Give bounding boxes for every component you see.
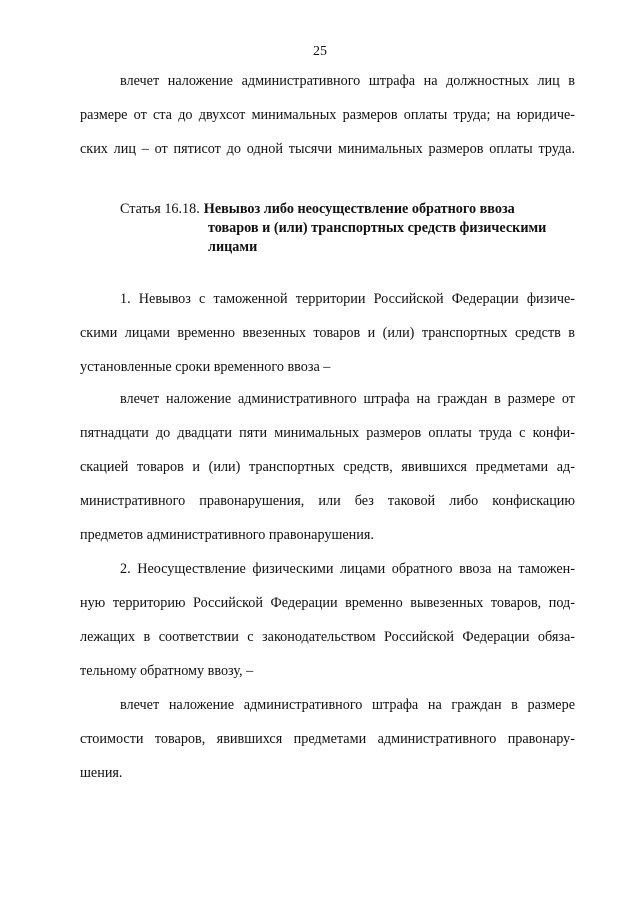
paragraph-line: влечет наложение административного штрафа на граждан в размере: [120, 697, 575, 713]
penalty-1-paragraph: [80, 382, 575, 552]
article-number: Статья 16.18.: [120, 201, 200, 217]
penalty-2-paragraph: [80, 688, 575, 790]
paragraph-line: пятнадцати до двадцати пяти минимальных размеров оплаты труда с конфи-: [80, 425, 575, 441]
paragraph-line: ских лиц – от пятисот до одной тысячи минимальных размеров оплаты труда.: [80, 141, 575, 157]
paragraph-line: стоимости товаров, явившихся предметами административного правонару-: [80, 731, 575, 747]
paragraph-line: влечет наложение административного штрафа на граждан в размере от: [120, 391, 575, 407]
paragraph-line: предметов административного правонарушения.: [80, 527, 374, 543]
page-number: 25: [313, 44, 327, 59]
article-title-line: товаров и (или) транспортных средств физическими: [208, 220, 547, 236]
paragraph-line: тельному обратному ввозу, –: [80, 663, 254, 679]
paragraph-line: установленные сроки временного ввоза –: [80, 359, 331, 375]
paragraph-line: шения.: [80, 765, 123, 781]
article-title: [204, 200, 515, 219]
paragraph-line: министративного правонарушения, или без таковой либо конфискацию: [80, 493, 575, 509]
paragraph-line: влечет наложение административного штрафа на должностных лиц в: [120, 73, 575, 89]
paragraph-line: скацией товаров и (или) транспортных средств, явившихся предметами ад-: [80, 459, 575, 475]
part-1-paragraph: [80, 282, 575, 384]
article-title-line: Невывоз либо неосуществление обратного ввоза: [203, 201, 515, 217]
article-title-line: лицами: [208, 239, 258, 255]
part-2-paragraph: [80, 552, 575, 688]
paragraph-line: размере от ста до двухсот минимальных размеров оплаты труда; на юридиче-: [80, 107, 575, 123]
paragraph-line: лежащих в соответствии с законодательством Российской Федерации обяза-: [80, 629, 575, 645]
article-heading: [120, 200, 590, 257]
article-title-continuation: [120, 219, 590, 257]
paragraph-line: ную территорию Российской Федерации временно вывезенных товаров, под-: [80, 595, 575, 611]
paragraph-line: 2. Неосуществление физическими лицами обратного ввоза на таможен-: [120, 561, 575, 577]
paragraph-line: скими лицами временно ввезенных товаров и (или) транспортных средств в: [80, 325, 575, 341]
paragraph-line: 1. Невывоз с таможенной территории Российской Федерации физиче-: [120, 291, 575, 307]
intro-paragraph: [80, 64, 575, 166]
